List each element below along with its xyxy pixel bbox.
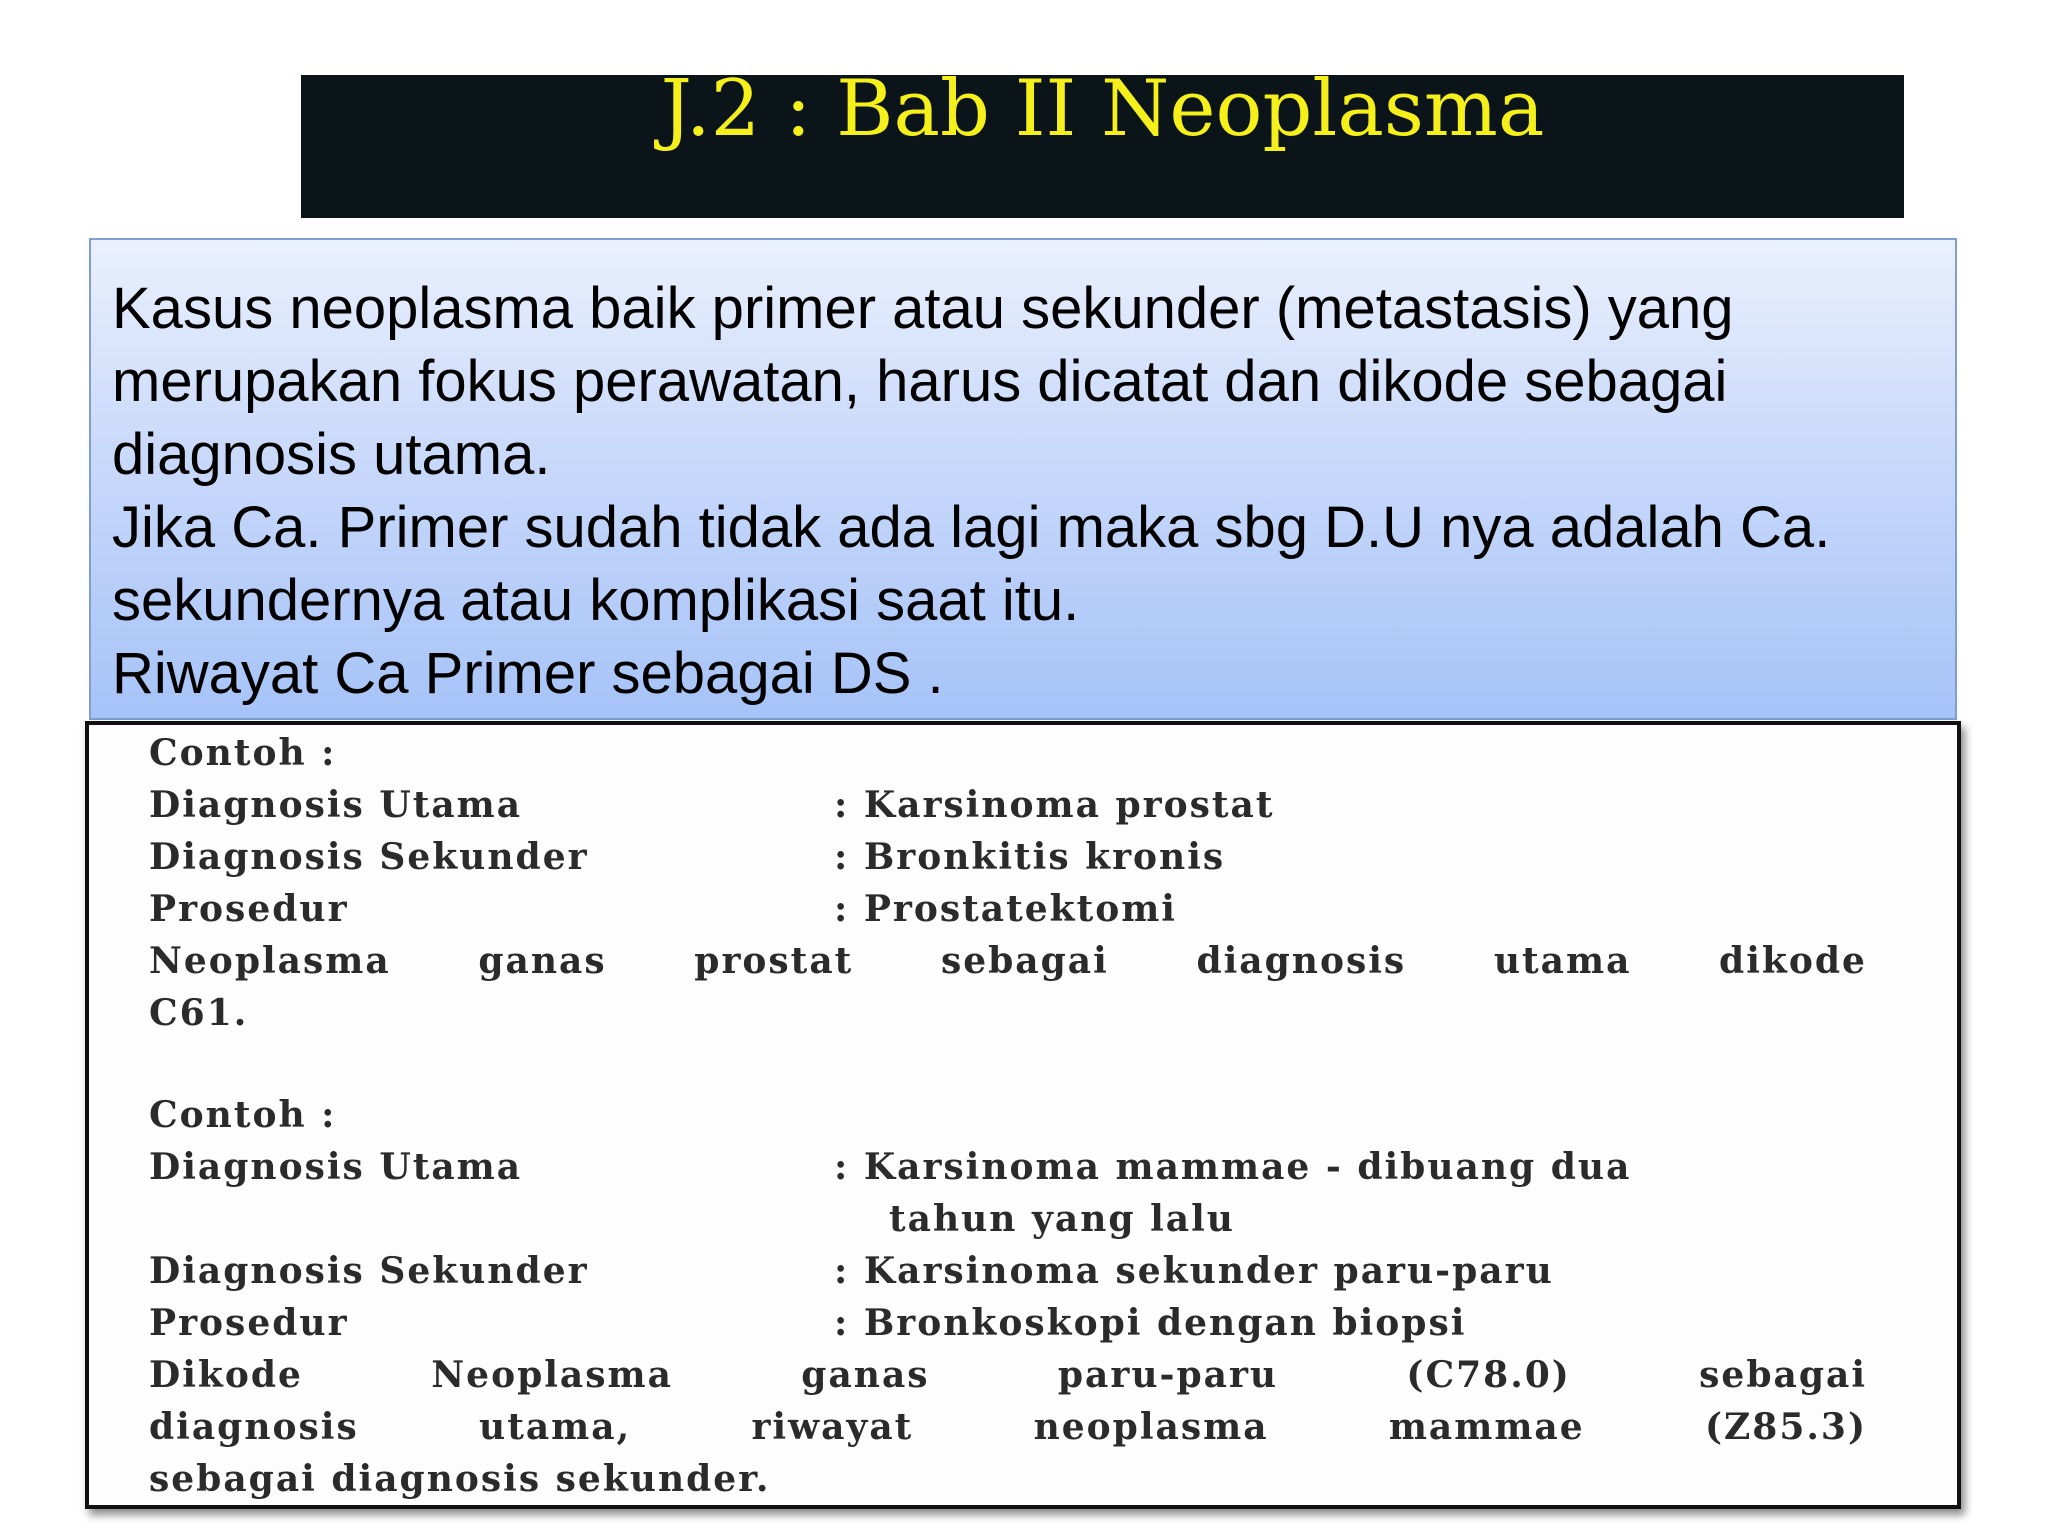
example1-heading: Contoh : xyxy=(149,732,337,774)
conclusion-word: riwayat xyxy=(751,1406,914,1448)
example2-value-sekunder: : Karsinoma sekunder paru-paru xyxy=(834,1250,1554,1292)
example-box xyxy=(85,721,1961,1509)
conclusion-word: sebagai xyxy=(940,940,1109,982)
example2-conclusion-line2 xyxy=(149,1405,1867,1449)
conclusion-word: neoplasma xyxy=(1033,1406,1269,1448)
example2-value-utama: : Karsinoma mammae - dibuang dua xyxy=(834,1146,1632,1188)
example2-label-utama: Diagnosis Utama xyxy=(149,1146,523,1188)
example1-label-sekunder: Diagnosis Sekunder xyxy=(149,836,589,878)
conclusion-word: sebagai xyxy=(1699,1354,1867,1396)
example2-label-sekunder: Diagnosis Sekunder xyxy=(149,1250,589,1292)
example1-label-prosedur: Prosedur xyxy=(149,888,349,930)
conclusion-word: utama xyxy=(1493,940,1632,982)
conclusion-word: ganas xyxy=(478,940,607,982)
conclusion-word: diagnosis xyxy=(1196,940,1407,982)
intro-line: Riwayat Ca Primer sebagai DS . xyxy=(112,641,944,706)
example2-value-utama-cont: tahun yang lalu xyxy=(889,1198,1235,1240)
title-banner xyxy=(301,64,1904,218)
intro-line: merupakan fokus perawatan, harus dicatat dan dikode sebagai xyxy=(112,349,1728,414)
intro-line: Kasus neoplasma baik primer atau sekunder (metastasis) yang xyxy=(112,276,1734,341)
conclusion-word: dikode xyxy=(1719,940,1867,982)
example1-code: C61. xyxy=(149,992,249,1034)
example2-value-prosedur: : Bronkoskopi dengan biopsi xyxy=(834,1302,1467,1344)
intro-box xyxy=(89,238,1957,720)
intro-text xyxy=(112,272,1952,710)
intro-line: sekundernya atau komplikasi saat itu. xyxy=(112,568,1080,633)
slide-title: J.2 : Bab II Neoplasma xyxy=(660,64,1545,154)
conclusion-word: (C78.0) xyxy=(1406,1354,1571,1396)
conclusion-word: diagnosis xyxy=(149,1406,359,1448)
conclusion-word: Neoplasma xyxy=(149,940,391,982)
conclusion-word: (Z85.3) xyxy=(1704,1406,1867,1448)
example1-label-utama: Diagnosis Utama xyxy=(149,784,523,826)
intro-line: Jika Ca. Primer sudah tidak ada lagi maka sbg D.U nya adalah Ca. xyxy=(112,495,1831,560)
example2-conclusion-end: sebagai diagnosis sekunder. xyxy=(149,1458,771,1500)
example1-value-sekunder: : Bronkitis kronis xyxy=(834,836,1226,878)
example2-label-prosedur: Prosedur xyxy=(149,1302,349,1344)
conclusion-word: Neoplasma xyxy=(431,1354,673,1396)
conclusion-word: ganas xyxy=(801,1354,930,1396)
conclusion-word: prostat xyxy=(694,940,854,982)
conclusion-word: mammae xyxy=(1388,1406,1585,1448)
example2-heading: Contoh : xyxy=(149,1094,337,1136)
conclusion-word: paru-paru xyxy=(1057,1354,1279,1396)
example1-conclusion xyxy=(149,939,1867,983)
example2-conclusion-line1 xyxy=(149,1353,1867,1397)
conclusion-word: utama, xyxy=(479,1406,632,1448)
intro-line: diagnosis utama. xyxy=(112,422,551,487)
example1-value-utama: : Karsinoma prostat xyxy=(834,784,1275,826)
conclusion-word: Dikode xyxy=(149,1354,303,1396)
example1-value-prosedur: : Prostatektomi xyxy=(834,888,1177,930)
